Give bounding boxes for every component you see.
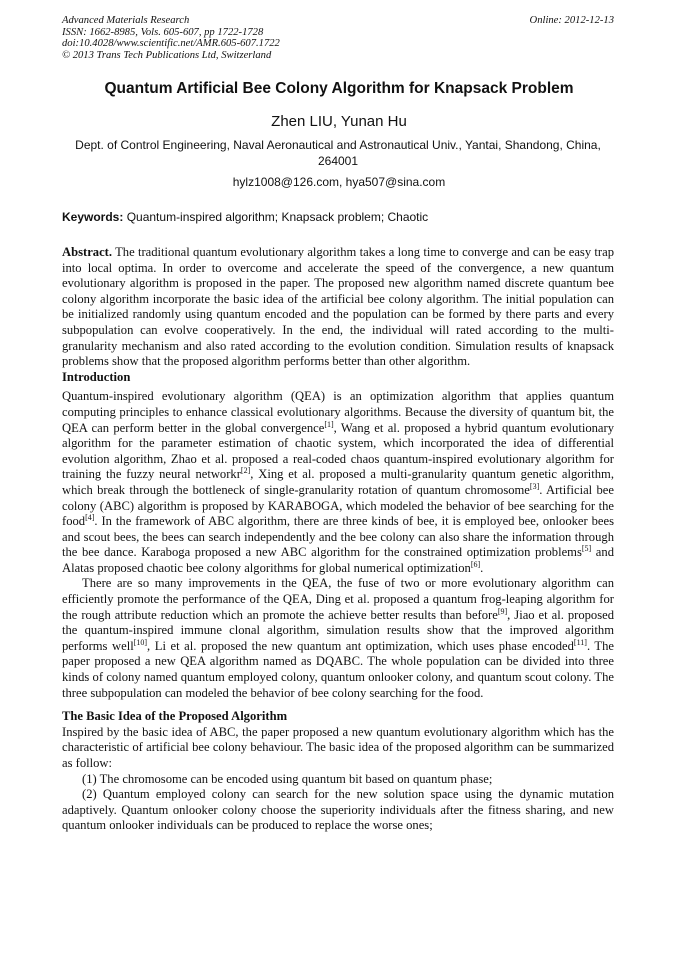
copyright-line: © 2013 Trans Tech Publications Ltd, Switzerland (62, 49, 272, 61)
citation: [11] (573, 637, 587, 647)
journal-name: Advanced Materials Research (62, 15, 190, 26)
citation: [5] (581, 544, 592, 554)
running-header (62, 15, 614, 61)
abstract-label: Abstract. (62, 245, 113, 259)
abstract-text: The traditional quantum evolutionary algorithm takes a long time to converge and can be easy trap into local optima. In order to overcome and accelerate the speed of the convergence, a new quantum evolutionary algorithm is proposed in the paper. The proposed new algorithm named discrete quantum bee colony algorithm incorporate the basic idea of the artificial bee colony algorithm. The initial population can be initialized randomly using quantum encoded and the population can be formed by there parts and every subpopulation can evolve cooperatively. In the end, the individual will rated according to the multi-granularity mechanism and also rated according to the evolution condition. Simulation results of knapsack problems show that the proposed algorithm performs better than other algorithm. (62, 245, 615, 369)
intro-paragraph-1: Quantum-inspired evolutionary algorithm (QEA) is an optimization algorithm that applies quantum computing principles to enhance classical evolutionary algorithms. Because the diversity of quantum bit, the QEA can perform better in the global convergence[1], Wang et al. proposed a hybrid quantum evolutionary algorithm for the parameter estimation of chaotic system, which incorporated the idea of differential evolution algorithm, Zhao et al. proposed a real-coded chaos quantum-inspired evolutionary algorithm for training the fuzzy neural networkr[2], Xing et al. proposed a multi-granularity quantum genetic algorithm, which break through the bottleneck of single-granularity rotation of quantum chromosome[3]. Artificial bee colony (ABC) algorithm is proposed by KARABOGA, which modeled the behavior of bee searching for the food[4]. In the framework of ABC algorithm, there are three kinds of bee, it is employed bee, onlooker bees and scout bees, the bees can search independently and the bee colony can also share the information through the bee dance. Karaboga proposed a new ABC algorithm for the constrained optimization problems[5] and Alatas proposed chaotic bee colony algorithms for global numerical optimization[6]. (62, 389, 614, 575)
citation: [3] (529, 481, 540, 491)
keywords-label: Keywords: (62, 210, 124, 224)
basic-idea-intro: Inspired by the basic idea of ABC, the paper proposed a new quantum evolutionary algorithm which has the characteristic of artificial bee colony behaviour. The basic idea of the proposed algorithm can be summarized as follow: (62, 724, 614, 770)
paper-title: Quantum Artificial Bee Colony Algorithm for Knapsack Problem (104, 80, 574, 97)
citation: [2] (240, 466, 251, 476)
citation: [6] (470, 559, 481, 569)
basic-idea-heading: The Basic Idea of the Proposed Algorithm (62, 709, 288, 724)
keywords (62, 210, 622, 224)
introduction-heading: Introduction (62, 369, 131, 384)
emails: hylz1008@126.com, hya507@sina.com (232, 175, 446, 189)
intro-paragraph-2: There are so many improvements in the QEA, the fuse of two or more evolutionary algorithm can efficiently promote the performance of the QEA, Ding et al. proposed a quantum frog-leaping algorithm for the rough attribute reduction which an promote the achieve better results than before[9], Jiao et al. proposed the quantum-inspired immune clonal algorithm, simulation results show that the improved algorithm performs well[10], Li et al. proposed the new quantum ant optimization, which uses phase encoded[11]. The paper proposed a new QEA algorithm named as DQABC. The whole population can be divided into three kinds of colony named quantum employed colony, quantum onlooker colony, and quantum scout colony. The three subpopulation can modeled the behavior of bee colony searching for the food. (62, 576, 614, 700)
doi-line: doi:10.4028/www.scientific.net/AMR.605-607.1722 (62, 38, 280, 50)
basic-idea-item-2: (2) Quantum employed colony can search for the new solution space using the dynamic mutation adaptively. Quantum onlooker colony choose the superiority individuals after the fitness sharing, and new quantum onlooker individuals can be produced to replace the worse ones; (62, 787, 614, 833)
body-text (62, 245, 614, 834)
citation: [9] (497, 606, 508, 616)
issn-line: ISSN: 1662-8985, Vols. 605-607, pp 1722-1728 (62, 26, 264, 38)
affiliation: Dept. of Control Engineering, Naval Aeronautical and Astronautical Univ., Yantai, Shandong, China, 264001 (75, 138, 601, 168)
citation: [1] (324, 419, 334, 429)
keywords-text: Quantum-inspired algorithm; Knapsack problem; Chaotic (126, 210, 429, 224)
citation: [4] (85, 513, 95, 523)
authors: Zhen LIU, Yunan Hu (271, 113, 407, 130)
basic-idea-item-1: (1) The chromosome can be encoded using quantum bit based on quantum phase; (82, 771, 493, 786)
abstract (62, 245, 614, 370)
citation: [10] (133, 637, 148, 647)
online-date: Online: 2012-12-13 (529, 15, 614, 26)
